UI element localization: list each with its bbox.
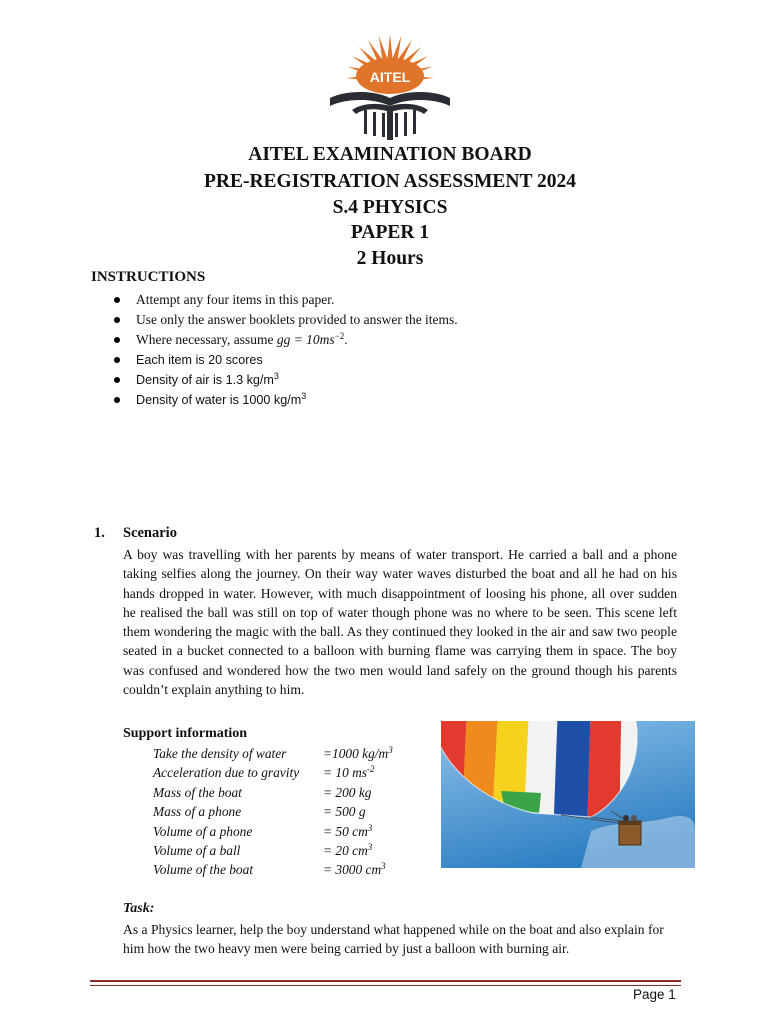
list-item: Acceleration due to gravity = 10 $ms^{-2}$ — [153, 764, 375, 781]
subject-title: S.4 PHYSICS — [332, 197, 448, 218]
task-text: As a Physics learner, help the boy understand what happened while on the boat and also explain for him how the two heavy men were being carried by just a balloon with burning air. — [123, 922, 664, 956]
board-title: AITEL EXAMINATION BOARD — [248, 144, 532, 165]
list-item: Density of air is 1.3 $kg/m^3$ — [112, 370, 672, 390]
list-item: Mass of a phone = 500 g — [153, 804, 366, 820]
hot-air-balloon-image — [441, 721, 695, 868]
paper-title: PAPER 1 — [350, 222, 430, 243]
scenario-heading: Scenario — [123, 525, 177, 541]
logo-text: AITEL — [369, 69, 411, 85]
footer-rule-thin — [90, 985, 681, 986]
instructions-heading: INSTRUCTIONS — [91, 269, 206, 285]
assessment-title: PRE-REGISTRATION ASSESSMENT 2024 — [203, 171, 577, 192]
footer-rule — [90, 980, 681, 982]
aitel-logo — [316, 36, 464, 144]
list-item: Use only the answer booklets provided to answer the items. — [112, 310, 672, 330]
list-item: Volume of a phone = 50 $cm^3$ — [153, 822, 373, 839]
instructions-list — [112, 290, 672, 410]
gravity-expression: gg = 10ms — [276, 332, 335, 347]
list-item: Each item is 20 scores — [112, 350, 672, 370]
list-item: Mass of the boat = 200 kg — [153, 784, 372, 800]
page-number: Page 1 — [633, 987, 676, 1002]
support-heading: Support information — [123, 726, 248, 741]
scenario-text: A boy was travelling with her parents by means of water transport. He carried a ball and a phone taking selfies along the journey. On their way water waves disturbed the boat and all he had on his hands dropped in water. However, with much disappointment of loosing his phone, all over sudden he realised the ball was still on top of water though phone was no where to be seen. This scene left them wondering the magic with the ball. As they continued they looked in the air and saw two people seated in a bucket connected to a balloon with burning flame was carrying them in space. The boy was confused and wondered how the two men would land safely on the ground though his parents couldn’t explain anything to him. — [123, 547, 677, 698]
list-item: Take the density of water =1000 $kg/m^3$ — [153, 745, 393, 761]
duration-title: 2 Hours — [356, 248, 424, 269]
support-list — [153, 744, 433, 880]
open-book-icon — [330, 92, 450, 140]
list-item: Volume of the boat = 3000 $cm^3$ — [153, 861, 386, 878]
task-heading: Task: — [123, 901, 155, 916]
list-item: Attempt any four items in this paper. — [112, 290, 672, 310]
list-item: Density of water is 1000 $kg/m^3$ — [112, 390, 672, 410]
question-number: 1. — [94, 525, 105, 541]
list-item: Volume of a ball = 20 $cm^3$ — [153, 841, 373, 858]
list-item: Where necessary, assume gg = $10ms^{-2}$. — [112, 330, 672, 350]
